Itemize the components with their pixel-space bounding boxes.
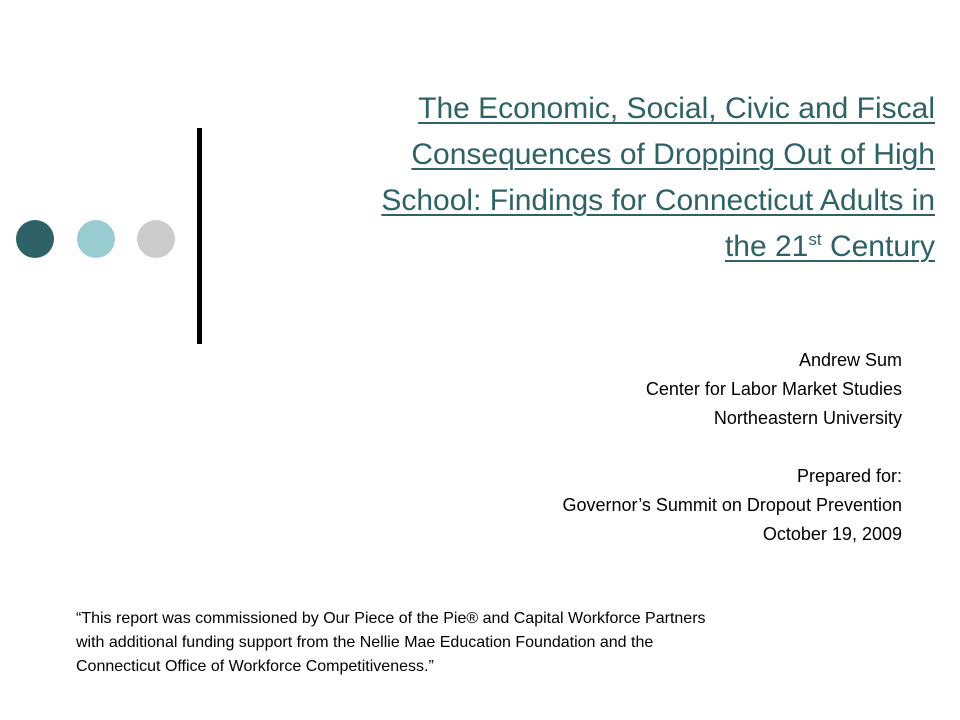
vertical-divider	[197, 128, 202, 344]
prepared-for-label: Prepared for:	[796, 466, 902, 486]
title-line-3: School: Findings for Connecticut Adults in	[381, 184, 935, 217]
title-line-1: The Economic, Social, Civic and Fiscal	[418, 92, 935, 125]
author-university: Northeastern University	[713, 408, 902, 428]
note-line-1: “This report was commissioned by Our Piece of the Pie® and Capital Workforce Partners	[76, 610, 706, 627]
light-teal-circle-icon	[77, 220, 115, 258]
slide-title[interactable]	[235, 86, 935, 270]
note-line-3: Connecticut Office of Workforce Competitiveness.”	[76, 658, 434, 675]
author-name: Andrew Sum	[798, 350, 902, 370]
event-date: October 19, 2009	[762, 524, 902, 544]
title-line-4-suffix: Century	[821, 230, 935, 263]
title-ordinal-suffix: st	[808, 230, 822, 249]
spacer	[563, 433, 903, 462]
author-center: Center for Labor Market Studies	[645, 379, 902, 399]
decorative-dots	[16, 220, 181, 260]
gray-circle-icon	[137, 220, 175, 258]
commission-note	[76, 607, 936, 679]
author-block	[563, 346, 903, 549]
event-name: Governor’s Summit on Dropout Prevention	[562, 495, 902, 515]
dark-teal-circle-icon	[16, 220, 54, 258]
title-line-4-prefix: the 21	[724, 230, 809, 263]
note-line-2: with additional funding support from the Nellie Mae Education Foundation and the	[76, 634, 654, 651]
title-line-2: Consequences of Dropping Out of High	[411, 138, 935, 171]
